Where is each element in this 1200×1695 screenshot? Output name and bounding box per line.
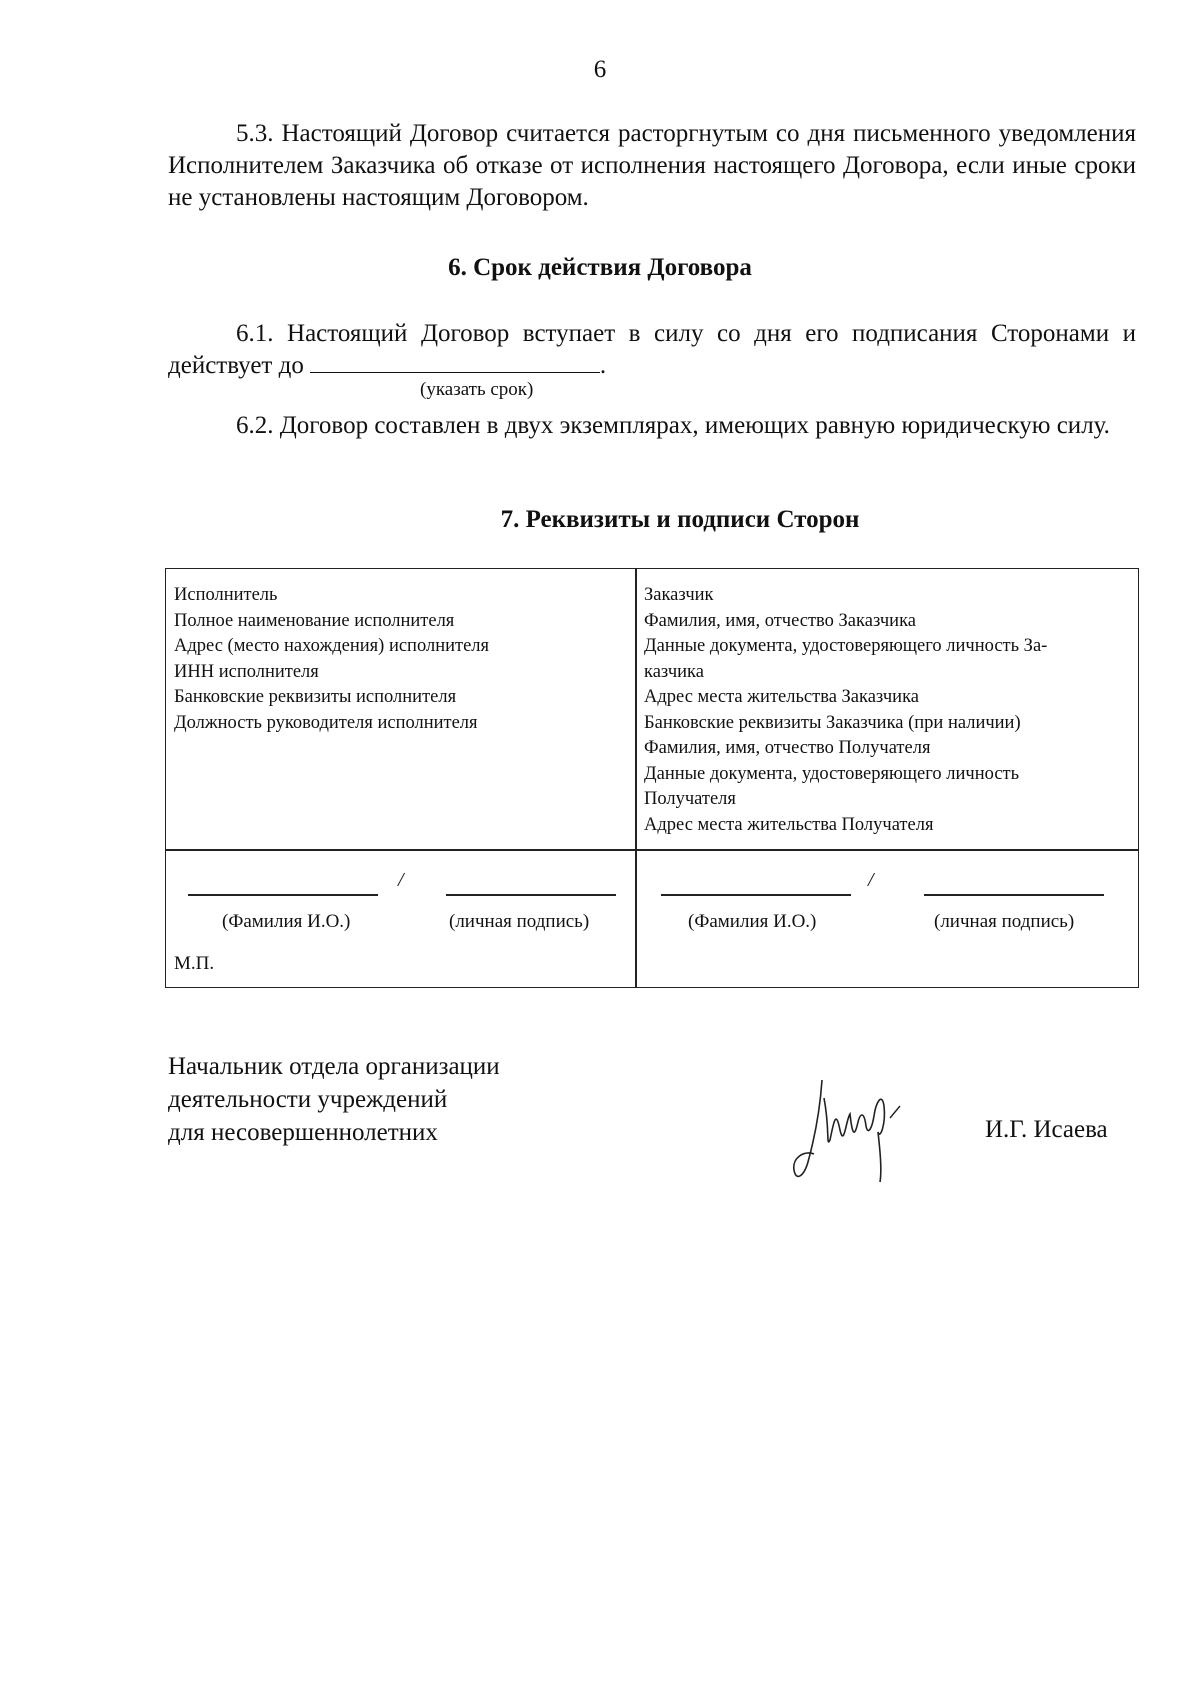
executor-column	[166, 569, 636, 849]
paragraph-5-3-text: 5.3. Настоящий Договор считается расторгнутым со дня письменного уведомления Исполнителем Заказчика об отказе от исполнения настоящего Договора, если иные сроки не установлены настоящим Договором.	[168, 120, 1136, 211]
term-hint: (указать срок)	[420, 379, 534, 400]
customer-name-label: (Фамилия И.О.)	[688, 911, 817, 932]
paragraph-6-1	[168, 318, 1136, 382]
footer-position-title	[168, 1050, 500, 1149]
executor-line: Банковские реквизиты исполнителя	[174, 687, 457, 707]
customer-line: Адрес места жительства Заказчика	[644, 687, 919, 707]
requisites-table	[165, 568, 1139, 988]
page-number: 6	[593, 56, 607, 83]
customer-slash: /	[868, 869, 874, 891]
executor-sign-label: (личная подпись)	[449, 911, 590, 932]
executor-line: Исполнитель	[174, 585, 278, 605]
customer-line: казчика	[644, 661, 704, 682]
executor-line: Должность руководителя исполнителя	[174, 712, 478, 733]
executor-line: ИНН исполнителя	[174, 661, 319, 682]
customer-line: Фамилия, имя, отчество Заказчика	[644, 610, 916, 631]
section-6-heading: 6. Срок действия Договора	[448, 254, 752, 281]
handwritten-signature	[790, 1070, 920, 1190]
footer-title-line: для несовершеннолетних	[168, 1119, 438, 1146]
paragraph-6-2-text: 6.2. Договор составлен в двух экземплярах, имеющих равную юридическую силу.	[236, 412, 1110, 439]
executor-name-label: (Фамилия И.О.)	[222, 911, 351, 932]
footer-title-line: Начальник отдела организации	[168, 1053, 500, 1080]
customer-line: Данные документа, удостоверяющего личность	[644, 763, 1020, 784]
customer-sign-label: (личная подпись)	[934, 911, 1075, 932]
section-7-heading: 7. Реквизиты и подписи Сторон	[500, 506, 860, 533]
footer-signer-name: И.Г. Исаева	[985, 1116, 1108, 1143]
customer-line: Фамилия, имя, отчество Получателя	[644, 738, 931, 758]
executor-line: Полное наименование исполнителя	[174, 610, 455, 631]
customer-sign-line[interactable]	[924, 894, 1104, 896]
customer-column	[636, 569, 1138, 849]
executor-name-line[interactable]	[188, 894, 378, 896]
customer-line: Банковские реквизиты Заказчика (при наличии)	[644, 712, 1021, 733]
paragraph-6-1-text: 6.1. Настоящий Договор вступает в силу со дня его подписания Сторонами и действует до	[168, 320, 1136, 379]
paragraph-6-1-end: .	[599, 352, 607, 379]
term-blank-line[interactable]	[310, 350, 600, 373]
customer-name-line[interactable]	[661, 894, 851, 896]
table-horizontal-divider	[166, 849, 1138, 851]
customer-line: Данные документа, удостоверяющего личность За-	[644, 636, 1048, 656]
executor-line: Адрес (место нахождения) исполнителя	[174, 636, 490, 656]
customer-line: Заказчик	[644, 585, 714, 605]
customer-line: Получателя	[644, 789, 736, 809]
executor-sign-line[interactable]	[446, 894, 616, 896]
executor-slash: /	[398, 869, 404, 891]
stamp-label: М.П.	[174, 953, 215, 974]
table-vertical-divider	[635, 569, 637, 987]
customer-line: Адрес места жительства Получателя	[644, 814, 934, 835]
footer-title-line: деятельности учреждений	[168, 1086, 448, 1113]
paragraph-6-2	[168, 410, 1136, 442]
paragraph-5-3	[168, 118, 1136, 214]
